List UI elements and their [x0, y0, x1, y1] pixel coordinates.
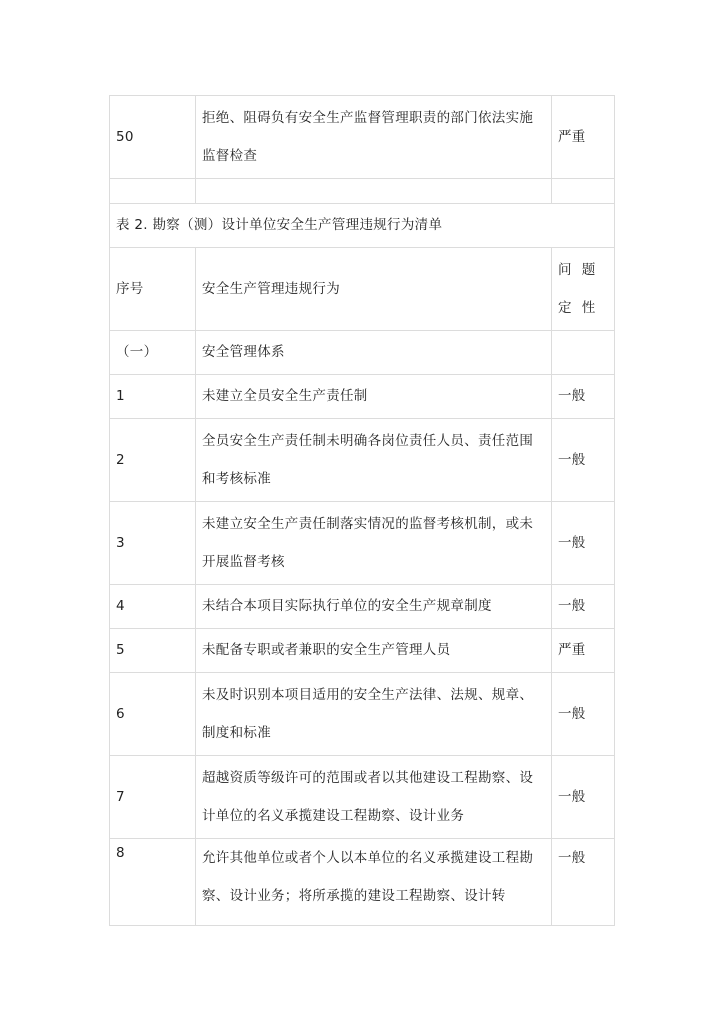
row-severity: 一般: [552, 673, 615, 756]
row-severity: 严重: [552, 629, 615, 673]
row-description: 未配备专职或者兼职的安全生产管理人员: [196, 629, 552, 673]
header-description: 安全生产管理违规行为: [196, 248, 552, 331]
row-description: 未结合本项目实际执行单位的安全生产规章制度: [196, 585, 552, 629]
row-severity: 一般: [552, 375, 615, 419]
header-number: 序号: [110, 248, 196, 331]
table-caption: 表 2. 勘察（测）设计单位安全生产管理违规行为清单: [110, 204, 615, 248]
table-row: [110, 96, 615, 179]
row-severity: 一般: [552, 502, 615, 585]
row-severity: 一般: [552, 839, 615, 926]
table-caption-row: [110, 204, 615, 248]
row-description: 全员安全生产责任制未明确各岗位责任人员、责任范围和考核标准: [196, 419, 552, 502]
row-description: 拒绝、阻碍负有安全生产监督管理职责的部门依法实施监督检查: [196, 96, 552, 179]
header-severity: 问 题 定 性: [552, 248, 615, 331]
row-number: 5: [110, 629, 196, 673]
table-row: [110, 629, 615, 673]
section-title: 安全管理体系: [196, 331, 552, 375]
row-number: 7: [110, 756, 196, 839]
row-description: 未及时识别本项目适用的安全生产法律、法规、规章、制度和标准: [196, 673, 552, 756]
table-row: [110, 756, 615, 839]
table-row: [110, 419, 615, 502]
section-row: [110, 331, 615, 375]
row-number: 8: [110, 839, 196, 926]
row-description: 允许其他单位或者个人以本单位的名义承揽建设工程勘察、设计业务；将所承揽的建设工程勘察、设计转: [196, 839, 552, 926]
row-number: 50: [110, 96, 196, 179]
table-header-row: [110, 248, 615, 331]
row-number: 6: [110, 673, 196, 756]
row-description: 未建立安全生产责任制落实情况的监督考核机制，或未开展监督考核: [196, 502, 552, 585]
empty-row: [110, 179, 615, 204]
table-row: [110, 839, 615, 926]
row-number: 4: [110, 585, 196, 629]
table-row: [110, 502, 615, 585]
table-row: [110, 585, 615, 629]
row-severity: 一般: [552, 419, 615, 502]
row-number: 1: [110, 375, 196, 419]
row-severity: 一般: [552, 585, 615, 629]
violation-list-table: [109, 95, 615, 926]
section-number: （一）: [110, 331, 196, 375]
table-row: [110, 673, 615, 756]
row-description: 未建立全员安全生产责任制: [196, 375, 552, 419]
row-number: 3: [110, 502, 196, 585]
table-row: [110, 375, 615, 419]
row-description: 超越资质等级许可的范围或者以其他建设工程勘察、设计单位的名义承揽建设工程勘察、设计业务: [196, 756, 552, 839]
row-severity: 严重: [552, 96, 615, 179]
row-number: 2: [110, 419, 196, 502]
row-severity: 一般: [552, 756, 615, 839]
